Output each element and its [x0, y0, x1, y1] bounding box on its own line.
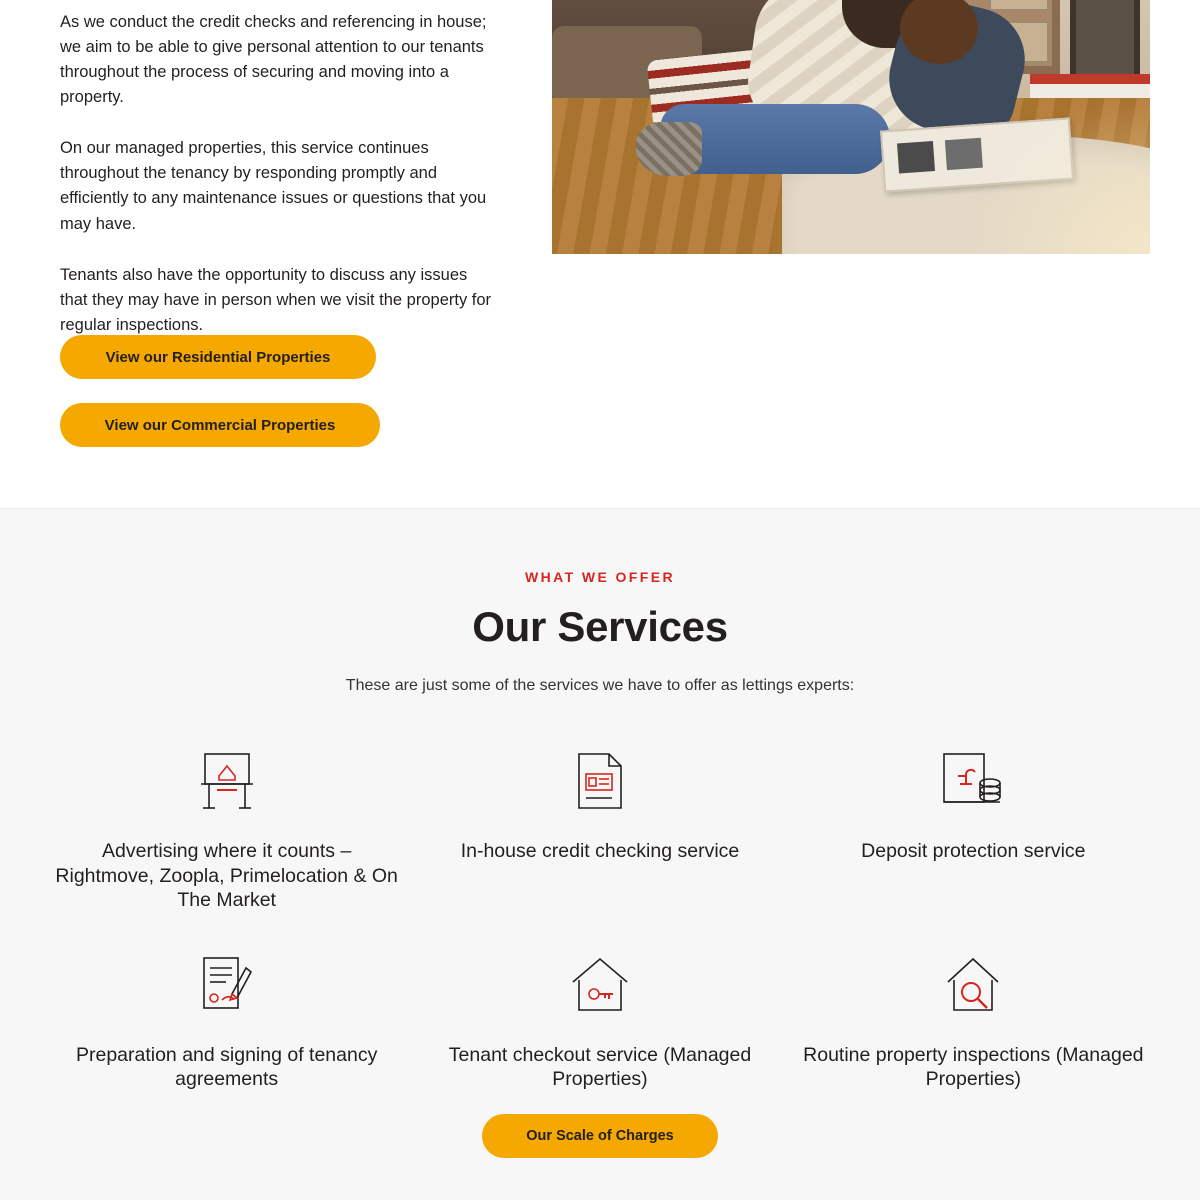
service-item: [413, 743, 786, 913]
service-label: Tenant checkout service (Managed Properties): [448, 1043, 752, 1091]
view-residential-properties-button[interactable]: View our Residential Properties: [60, 335, 376, 379]
scale-of-charges-button[interactable]: Our Scale of Charges: [482, 1114, 718, 1158]
service-item: [413, 947, 786, 1092]
sock: [636, 122, 702, 176]
house-key-icon: [427, 947, 772, 1023]
window-light-glow: [970, 94, 1150, 254]
service-label: Preparation and signing of tenancy agreements: [75, 1043, 378, 1091]
services-grid: [0, 695, 1200, 1092]
credit-check-document-icon: [427, 743, 772, 819]
house-inspection-icon: [801, 947, 1146, 1023]
page-title: Our Services: [472, 603, 728, 650]
intro-paragraph-1: As we conduct the credit checks and referencing in house; we aim to be able to give personal attention to our tenants throughout the process of securing and moving into a property.: [60, 13, 487, 107]
signed-agreement-icon: [54, 947, 399, 1023]
service-label: In-house credit checking service: [460, 840, 740, 862]
service-item: [787, 947, 1160, 1092]
section-eyebrow: WHAT WE OFFER: [525, 569, 675, 585]
service-label: Routine property inspections (Managed Properties): [803, 1043, 1144, 1091]
for-sale-board-icon: [54, 743, 399, 819]
service-label: Advertising where it counts – Rightmove, Zoopla, Primelocation & On The Market: [55, 840, 398, 912]
our-services-section: [0, 508, 1200, 1200]
section-subtitle: These are just some of the services we have to offer as lettings experts:: [345, 677, 855, 694]
intro-paragraph-3: Tenants also have the opportunity to discuss any issues that they may have in person when we visit the property for regular inspections.: [60, 265, 492, 334]
service-item: [787, 743, 1160, 913]
wall-mirror: [1070, 0, 1140, 80]
service-label: Deposit protection service: [861, 840, 1086, 862]
service-item: [40, 743, 413, 913]
service-item: [40, 947, 413, 1092]
storage-basket: [988, 0, 1050, 12]
intro-paragraph-2: On our managed properties, this service continues throughout the tenancy by responding promptly and efficiently to any maintenance issues or questions that you may have.: [60, 139, 487, 233]
tenants-intro-section: [0, 0, 1200, 508]
deposit-money-icon: [801, 743, 1146, 819]
view-commercial-properties-button[interactable]: View our Commercial Properties: [60, 403, 380, 447]
intro-text-column: [60, 10, 492, 338]
living-room-photo: [552, 0, 1150, 254]
cta-row: [0, 1114, 1200, 1158]
